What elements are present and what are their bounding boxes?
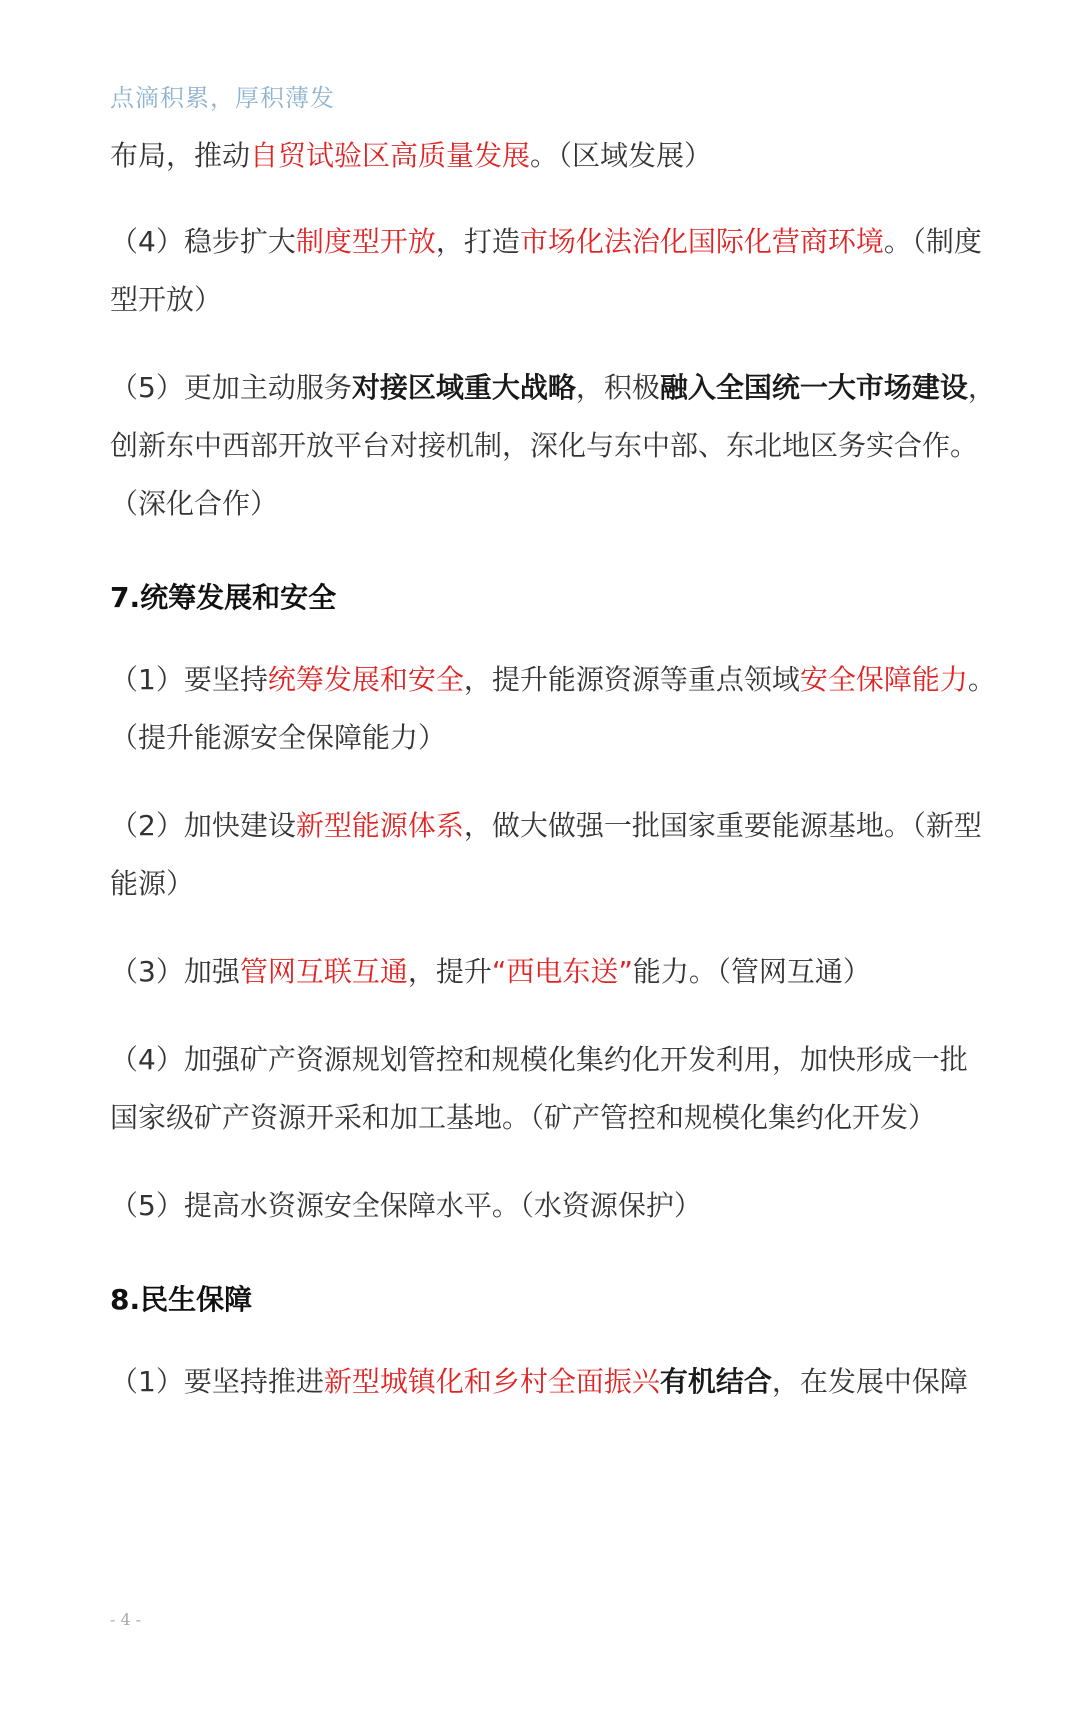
text: ，打造 bbox=[435, 225, 520, 258]
paragraph-item-4-line-1 bbox=[110, 222, 982, 262]
paragraph-7-2-line-2: 能源） bbox=[110, 867, 195, 900]
highlight-text: 新型城镇化和乡村全面振兴 bbox=[323, 1365, 660, 1398]
text: 能力。（管网互通） bbox=[632, 955, 871, 988]
paragraph-7-4-line-2: 国家级矿产资源开采和加工基地。（矿产管控和规模化集约化开发） bbox=[110, 1101, 937, 1134]
text: 布局，推动 bbox=[110, 139, 251, 172]
bold-text: 有机结合 bbox=[659, 1365, 772, 1398]
page-header-slogan: 点滴积累，厚积薄发 bbox=[110, 84, 335, 112]
paragraph-item-5-line-2: 创新东中西部开放平台对接机制，深化与东中部、东北地区务实合作。 bbox=[110, 429, 979, 462]
paragraph-7-1-line-2: （提升能源安全保障能力） bbox=[110, 721, 447, 754]
paragraph-7-5: （5）提高水资源安全保障水平。（水资源保护） bbox=[110, 1189, 702, 1222]
paragraph-item-5-line-3: （深化合作） bbox=[110, 487, 279, 520]
text: ， bbox=[967, 371, 996, 404]
highlight-text: 市场化法治化国际化营商环境 bbox=[519, 225, 884, 258]
bold-text: 融入全国统一大市场建设 bbox=[659, 371, 968, 404]
text: （4）稳步扩大 bbox=[110, 225, 296, 258]
text: （1）要坚持 bbox=[110, 663, 268, 696]
text: ，提升能源资源等重点领域 bbox=[463, 663, 800, 696]
text: （3）加强 bbox=[110, 955, 240, 988]
paragraph-regional-development bbox=[110, 136, 970, 176]
paragraph-7-4-line-1: （4）加强矿产资源规划管控和规模化集约化开发利用，加快形成一批 bbox=[110, 1043, 968, 1076]
highlight-text: 制度型开放 bbox=[295, 225, 436, 258]
paragraph-8-1-line-1 bbox=[110, 1362, 970, 1402]
page-number: - 4 - bbox=[110, 1610, 142, 1629]
highlight-text: 自贸试验区高质量发展 bbox=[250, 139, 531, 172]
text: （1）要坚持推进 bbox=[110, 1365, 324, 1398]
bold-text: 对接区域重大战略 bbox=[351, 371, 576, 404]
paragraph-item-4-line-2: 型开放） bbox=[110, 283, 223, 316]
highlight-text: 统筹发展和安全 bbox=[267, 663, 464, 696]
section-heading-8: 8.民生保障 bbox=[110, 1283, 253, 1316]
paragraph-item-5-line-1 bbox=[110, 368, 996, 408]
paragraph-7-3 bbox=[110, 952, 970, 992]
text: ，做大做强一批国家重要能源基地。（新型 bbox=[463, 809, 982, 842]
text: 。 bbox=[967, 663, 996, 696]
highlight-text: 新型能源体系 bbox=[295, 809, 464, 842]
text: ，提升 bbox=[407, 955, 492, 988]
section-heading-7: 7.统筹发展和安全 bbox=[110, 581, 337, 614]
highlight-text: 管网互联互通 bbox=[239, 955, 408, 988]
text: ，积极 bbox=[575, 371, 660, 404]
text: ，在发展中保障 bbox=[771, 1365, 968, 1398]
text: （5）更加主动服务 bbox=[110, 371, 352, 404]
highlight-text: “西电东送” bbox=[491, 955, 633, 988]
highlight-text: 安全保障能力 bbox=[799, 663, 968, 696]
paragraph-7-2-line-1 bbox=[110, 806, 982, 846]
text: （2）加快建设 bbox=[110, 809, 296, 842]
text: 。（区域发展） bbox=[530, 139, 713, 172]
text: 。（制度 bbox=[883, 225, 982, 258]
paragraph-7-1-line-1 bbox=[110, 660, 996, 700]
